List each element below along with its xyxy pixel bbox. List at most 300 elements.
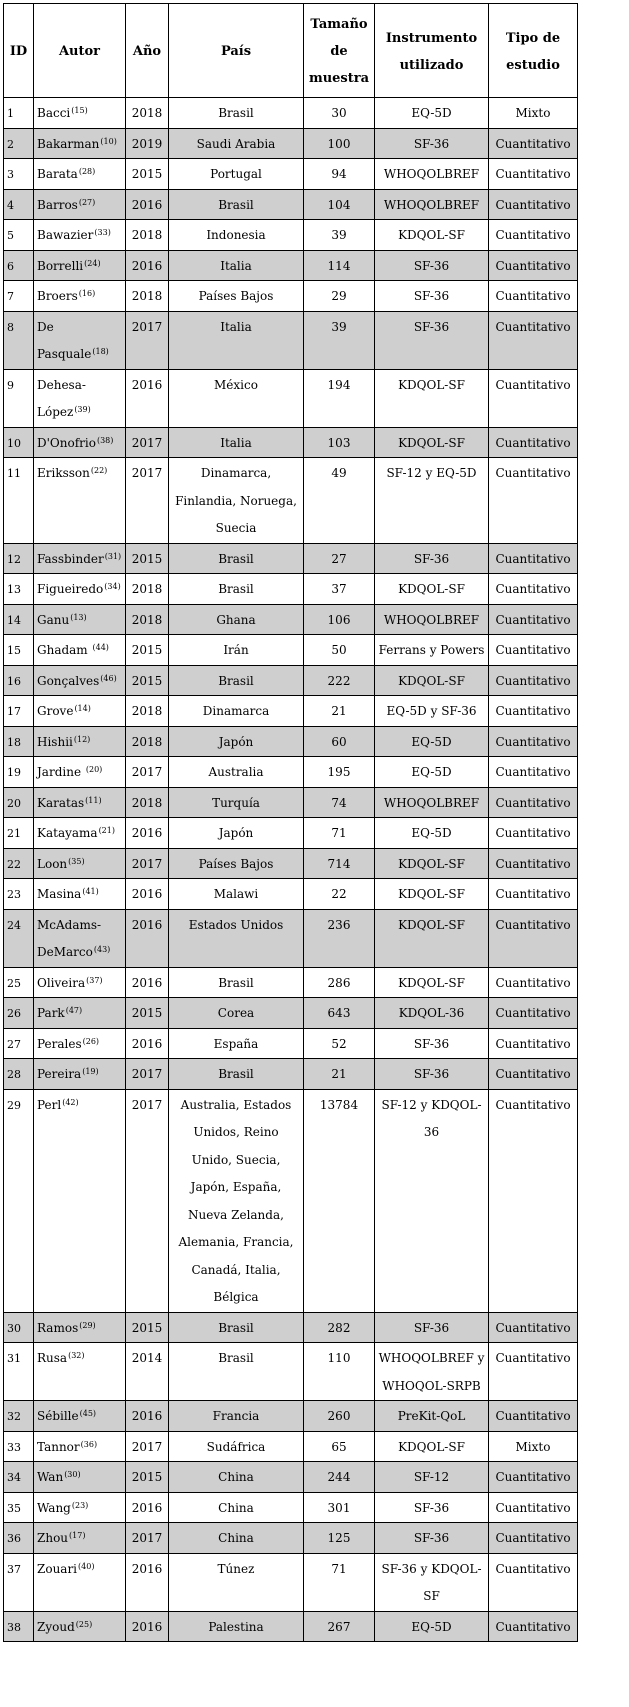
cell-country	[169, 818, 304, 849]
cell-year	[126, 369, 169, 427]
table-row	[4, 189, 578, 220]
cell-id-text: 16	[7, 674, 21, 688]
cell-country-text: Brasil	[218, 1320, 254, 1335]
cell-year-text: 2018	[131, 704, 163, 718]
cell-country-text: Italia	[220, 319, 252, 334]
cell-author	[34, 787, 126, 818]
cell-sample-size	[304, 128, 375, 159]
cell-id	[4, 1028, 34, 1059]
cell-sample-size	[304, 879, 375, 910]
cell-country-text: Brasil	[218, 106, 254, 120]
cell-sample-size	[304, 1553, 375, 1611]
header-sample-size: Tamaño de muestra	[304, 4, 375, 98]
cell-sample-size	[304, 159, 375, 190]
cell-sample-size	[304, 757, 375, 788]
cell-id	[4, 369, 34, 427]
cell-sample-size-text: 267	[327, 1619, 351, 1634]
table-row	[4, 909, 578, 967]
cell-year	[126, 1492, 169, 1523]
cell-sample-size	[304, 281, 375, 312]
cell-country	[169, 220, 304, 251]
cell-sample-size-text: 94	[331, 167, 347, 181]
cell-id-text: 23	[7, 888, 21, 901]
cell-study-type	[489, 787, 578, 818]
cell-year	[126, 635, 169, 666]
table-row	[4, 1492, 578, 1523]
cell-study-type	[489, 848, 578, 879]
cell-study-type	[489, 369, 578, 427]
cell-instrument-text: SF-36	[413, 258, 450, 273]
cell-id	[4, 427, 34, 458]
cell-instrument	[375, 1431, 489, 1462]
cell-study-type	[489, 1431, 578, 1462]
table-row	[4, 159, 578, 190]
cell-study-type-text: Cuantitativo	[495, 582, 571, 596]
cell-id-text: 27	[7, 1037, 21, 1051]
table-row	[4, 818, 578, 849]
cell-sample-size	[304, 220, 375, 251]
cell-year-text: 2014	[131, 1351, 163, 1365]
cell-id-text: 33	[7, 1440, 21, 1454]
cell-year	[126, 281, 169, 312]
cell-id-text: 24	[7, 918, 21, 932]
cell-id	[4, 250, 34, 281]
cell-id-text: 32	[7, 1410, 21, 1423]
cell-sample-size-text: 301	[327, 1500, 351, 1515]
cell-year-text: 2017	[131, 1067, 163, 1081]
citation-ref: (39)	[74, 405, 91, 414]
cell-sample-size	[304, 635, 375, 666]
cell-instrument	[375, 458, 489, 544]
cell-author	[34, 1343, 126, 1401]
cell-country-text: Francia	[212, 1409, 260, 1423]
cell-country-text: Brasil	[218, 1351, 254, 1365]
cell-id	[4, 1492, 34, 1523]
cell-study-type	[489, 909, 578, 967]
cell-year-text: 2016	[131, 1561, 163, 1576]
cell-sample-size	[304, 1059, 375, 1090]
table-row	[4, 128, 578, 159]
cell-year-text: 2017	[131, 435, 163, 450]
cell-year	[126, 879, 169, 910]
cell-country	[169, 1401, 304, 1432]
cell-id	[4, 311, 34, 369]
cell-year	[126, 189, 169, 220]
cell-country	[169, 757, 304, 788]
cell-instrument-text: SF-12 y EQ-5D	[386, 466, 477, 480]
cell-author-text: Perl	[37, 1097, 62, 1112]
cell-id-text: 28	[7, 1068, 21, 1081]
table-body	[4, 98, 578, 1642]
cell-instrument	[375, 128, 489, 159]
cell-sample-size	[304, 665, 375, 696]
cell-study-type-text: Cuantitativo	[495, 1067, 571, 1081]
citation-ref: (43)	[93, 945, 111, 954]
cell-id	[4, 726, 34, 757]
cell-sample-size	[304, 250, 375, 281]
cell-year-text: 2019	[131, 136, 163, 151]
cell-country-text: Brasil	[218, 1067, 254, 1081]
cell-country-text: Saudi Arabia	[196, 136, 276, 151]
table-row	[4, 787, 578, 818]
cell-id	[4, 220, 34, 251]
cell-sample-size-text: 125	[327, 1531, 351, 1545]
cell-study-type-text: Cuantitativo	[495, 673, 571, 688]
cell-sample-size-text: 222	[327, 673, 351, 688]
table-row	[4, 1343, 578, 1401]
cell-instrument	[375, 1343, 489, 1401]
cell-author-text: Barros	[37, 197, 78, 212]
cell-year	[126, 998, 169, 1029]
cell-study-type	[489, 159, 578, 190]
cell-sample-size-text: 643	[327, 1006, 351, 1020]
cell-author-text: Zhou	[37, 1531, 69, 1545]
cell-author	[34, 1523, 126, 1554]
cell-country-text: Australia, Estados Unidos, Reino Unido, Suecia, Japón, España, Nueva Zelanda, Alemania, Francia, Canadá, Italia, Bélgica	[178, 1097, 294, 1304]
table-row	[4, 696, 578, 727]
cell-author-text: Karatas	[37, 795, 85, 810]
cell-author-text: D'Onofrio	[37, 435, 96, 450]
cell-year	[126, 128, 169, 159]
cell-study-type	[489, 665, 578, 696]
cell-id	[4, 665, 34, 696]
cell-sample-size	[304, 1343, 375, 1401]
cell-id-text: 2	[7, 137, 14, 151]
cell-instrument-text: SF-36	[413, 1500, 450, 1515]
cell-study-type-text: Cuantitativo	[495, 377, 571, 392]
table-row	[4, 543, 578, 574]
cell-author	[34, 967, 126, 998]
table-row	[4, 1431, 578, 1462]
cell-study-type	[489, 543, 578, 574]
cell-author	[34, 159, 126, 190]
cell-id	[4, 909, 34, 967]
cell-study-type-text: Cuantitativo	[495, 1320, 571, 1335]
citation-ref: (45)	[79, 1409, 97, 1418]
cell-sample-size	[304, 998, 375, 1029]
cell-sample-size	[304, 604, 375, 635]
cell-author	[34, 311, 126, 369]
cell-study-type	[489, 281, 578, 312]
cell-author-text: Sébille	[37, 1409, 79, 1423]
citation-ref: (40)	[78, 1561, 95, 1571]
table-row	[4, 458, 578, 544]
cell-country-text: Países Bajos	[198, 289, 274, 303]
table-row	[4, 1028, 578, 1059]
table-row	[4, 757, 578, 788]
cell-author	[34, 726, 126, 757]
cell-country	[169, 1059, 304, 1090]
cell-study-type-text: Cuantitativo	[495, 795, 571, 810]
cell-author	[34, 574, 126, 605]
cell-id-text: 15	[7, 644, 21, 657]
cell-author	[34, 909, 126, 967]
citation-ref: (34)	[104, 582, 121, 591]
cell-year	[126, 543, 169, 574]
cell-country-text: Sudáfrica	[206, 1439, 266, 1454]
cell-country	[169, 604, 304, 635]
cell-year-text: 2016	[131, 1500, 163, 1515]
cell-instrument-text: EQ-5D	[411, 826, 452, 840]
cell-study-type	[489, 189, 578, 220]
cell-instrument	[375, 909, 489, 967]
cell-year	[126, 1312, 169, 1343]
cell-year-text: 2016	[131, 917, 163, 932]
cell-author-text: Jardine	[37, 765, 85, 779]
cell-country-text: Palestina	[208, 1619, 264, 1634]
cell-study-type	[489, 635, 578, 666]
cell-country	[169, 879, 304, 910]
citation-ref: (22)	[90, 466, 108, 475]
cell-id-text: 11	[7, 467, 21, 480]
cell-sample-size-text: 39	[331, 228, 347, 242]
cell-country-text: Australia	[208, 765, 264, 779]
cell-author	[34, 98, 126, 129]
cell-instrument	[375, 311, 489, 369]
cell-instrument-text: WHOQOLBREF	[383, 197, 480, 212]
cell-author	[34, 1401, 126, 1432]
cell-id-text: 26	[7, 1007, 21, 1020]
cell-sample-size	[304, 1312, 375, 1343]
cell-year	[126, 98, 169, 129]
cell-id-text: 17	[7, 705, 21, 718]
cell-sample-size	[304, 98, 375, 129]
cell-author	[34, 1553, 126, 1611]
cell-year-text: 2018	[131, 106, 163, 120]
cell-author-text: Wan	[37, 1470, 64, 1484]
cell-id-text: 5	[7, 229, 14, 242]
cell-instrument-text: KDQOL-SF	[398, 887, 465, 901]
cell-author-text: Masina	[37, 887, 82, 901]
table-row	[4, 98, 578, 129]
cell-study-type-text: Cuantitativo	[495, 258, 571, 273]
cell-sample-size-text: 21	[331, 1067, 347, 1081]
cell-country	[169, 726, 304, 757]
citation-ref: (31)	[104, 551, 122, 561]
cell-country-text: Indonesia	[206, 228, 266, 242]
cell-country	[169, 311, 304, 369]
cell-year-text: 2015	[131, 1006, 163, 1020]
cell-instrument-text: SF-36	[413, 319, 450, 334]
cell-id-text: 31	[7, 1352, 21, 1365]
cell-id-text: 3	[7, 168, 14, 181]
cell-author-text: Zouari	[37, 1561, 78, 1576]
cell-author-text: Rusa	[37, 1351, 68, 1365]
cell-author-text: Dehesa-López	[37, 377, 86, 419]
cell-study-type	[489, 757, 578, 788]
citation-ref: (15)	[71, 106, 88, 115]
table-row	[4, 1312, 578, 1343]
cell-id	[4, 1059, 34, 1090]
table-row	[4, 281, 578, 312]
cell-year	[126, 696, 169, 727]
header-year: Año	[126, 4, 169, 98]
cell-instrument	[375, 696, 489, 727]
citation-ref: (25)	[75, 1619, 93, 1629]
header-instrument: Instrumento utilizado	[375, 4, 489, 98]
cell-country-text: China	[218, 1531, 254, 1545]
citation-ref: (11)	[85, 795, 102, 805]
cell-country-text: Brasil	[218, 975, 254, 990]
cell-author	[34, 696, 126, 727]
cell-id	[4, 1089, 34, 1312]
cell-id	[4, 848, 34, 879]
citation-ref: (38)	[96, 435, 114, 445]
cell-study-type	[489, 604, 578, 635]
citation-ref: (16)	[78, 289, 96, 298]
cell-country	[169, 427, 304, 458]
cell-instrument	[375, 635, 489, 666]
cell-sample-size	[304, 1492, 375, 1523]
cell-author	[34, 1492, 126, 1523]
citation-ref: (28)	[78, 167, 96, 176]
cell-author	[34, 1431, 126, 1462]
cell-year	[126, 848, 169, 879]
cell-instrument-text: KDQOL-SF	[398, 917, 465, 932]
cell-sample-size	[304, 726, 375, 757]
cell-country-text: Italia	[220, 435, 252, 450]
citation-ref: (21)	[98, 826, 115, 835]
cell-id-text: 30	[7, 1321, 21, 1335]
cell-year-text: 2016	[131, 1619, 163, 1634]
cell-author-text: Fassbinder	[37, 551, 104, 566]
cell-id-text: 20	[7, 796, 21, 810]
cell-sample-size-text: 195	[327, 765, 351, 779]
cell-id	[4, 1553, 34, 1611]
cell-year-text: 2016	[131, 1036, 163, 1051]
cell-study-type	[489, 250, 578, 281]
cell-instrument	[375, 604, 489, 635]
cell-author	[34, 665, 126, 696]
cell-sample-size-text: 282	[327, 1320, 351, 1335]
cell-country-text: España	[213, 1036, 259, 1051]
cell-country	[169, 1462, 304, 1493]
cell-year-text: 2015	[131, 643, 163, 657]
cell-year-text: 2018	[131, 612, 163, 627]
cell-study-type	[489, 1553, 578, 1611]
cell-instrument-text: EQ-5D y SF-36	[386, 704, 477, 718]
cell-instrument	[375, 665, 489, 696]
cell-country	[169, 1431, 304, 1462]
cell-instrument-text: SF-36	[413, 289, 450, 303]
citation-ref: (36)	[80, 1439, 98, 1449]
citation-ref: (24)	[84, 258, 101, 268]
cell-country	[169, 635, 304, 666]
cell-sample-size-text: 244	[327, 1470, 351, 1484]
cell-author-text: Gonçalves	[37, 673, 100, 688]
cell-country-text: Dinamarca	[202, 704, 270, 718]
cell-id	[4, 543, 34, 574]
cell-sample-size-text: 286	[327, 975, 351, 990]
cell-id	[4, 1462, 34, 1493]
cell-instrument	[375, 543, 489, 574]
cell-author	[34, 281, 126, 312]
cell-sample-size-text: 106	[327, 612, 351, 627]
table-row	[4, 574, 578, 605]
cell-sample-size	[304, 1462, 375, 1493]
cell-instrument	[375, 787, 489, 818]
cell-country	[169, 189, 304, 220]
table-row	[4, 311, 578, 369]
cell-id	[4, 1312, 34, 1343]
cell-year-text: 2018	[131, 582, 163, 596]
cell-study-type	[489, 1059, 578, 1090]
cell-country-text: Brasil	[218, 673, 254, 688]
cell-instrument-text: WHOQOLBREF	[383, 167, 480, 181]
citation-ref: (14)	[74, 704, 91, 713]
cell-year	[126, 665, 169, 696]
cell-author	[34, 1089, 126, 1312]
cell-author	[34, 250, 126, 281]
cell-author-text: Bawazier	[37, 228, 94, 242]
cell-country-text: Japón	[218, 826, 254, 840]
cell-instrument-text: WHOQOLBREF	[383, 612, 480, 627]
cell-sample-size-text: 714	[327, 856, 351, 871]
cell-author-text: Grove	[37, 704, 74, 718]
cell-study-type-text: Cuantitativo	[495, 466, 571, 480]
cell-country	[169, 250, 304, 281]
cell-sample-size	[304, 311, 375, 369]
citation-ref: (41)	[82, 887, 99, 896]
cell-year-text: 2016	[131, 975, 163, 990]
citation-ref: (27)	[78, 197, 96, 207]
studies-table	[3, 3, 578, 1642]
cell-year	[126, 1089, 169, 1312]
cell-id-text: 8	[7, 320, 14, 334]
cell-instrument	[375, 220, 489, 251]
cell-sample-size	[304, 369, 375, 427]
cell-study-type	[489, 1089, 578, 1312]
citation-ref: (44)	[92, 643, 109, 652]
citation-ref: (10)	[100, 136, 117, 146]
cell-country	[169, 1611, 304, 1642]
cell-year	[126, 757, 169, 788]
cell-study-type-text: Cuantitativo	[495, 826, 571, 840]
citation-ref: (47)	[65, 1006, 83, 1015]
cell-instrument	[375, 1089, 489, 1312]
table-row	[4, 1523, 578, 1554]
cell-sample-size	[304, 543, 375, 574]
cell-id	[4, 159, 34, 190]
cell-study-type-text: Cuantitativo	[495, 1006, 571, 1020]
cell-study-type-text: Mixto	[515, 1439, 551, 1454]
cell-instrument-text: KDQOL-SF	[398, 673, 465, 688]
cell-id-text: 36	[7, 1532, 21, 1545]
cell-id	[4, 458, 34, 544]
table-row	[4, 1059, 578, 1090]
cell-year-text: 2016	[131, 258, 163, 273]
cell-instrument	[375, 369, 489, 427]
cell-country	[169, 128, 304, 159]
cell-author-text: Bakarman	[37, 136, 100, 151]
cell-author-text: Borrelli	[37, 258, 84, 273]
cell-country-text: Dinamarca, Finlandia, Noruega, Suecia	[175, 466, 297, 535]
cell-country-text: México	[214, 377, 258, 392]
cell-sample-size-text: 71	[331, 1561, 347, 1576]
table-row	[4, 1462, 578, 1493]
cell-year-text: 2018	[131, 289, 163, 303]
cell-sample-size	[304, 1431, 375, 1462]
cell-year	[126, 967, 169, 998]
cell-author-text: Ganu	[37, 612, 70, 627]
cell-instrument-text: EQ-5D	[411, 734, 452, 749]
cell-author-text: McAdams-DeMarco	[37, 917, 102, 959]
cell-author-text: Loon	[37, 856, 68, 871]
cell-author	[34, 1611, 126, 1642]
cell-study-type	[489, 458, 578, 544]
cell-instrument-text: KDQOL-36	[398, 1006, 465, 1020]
cell-country	[169, 787, 304, 818]
